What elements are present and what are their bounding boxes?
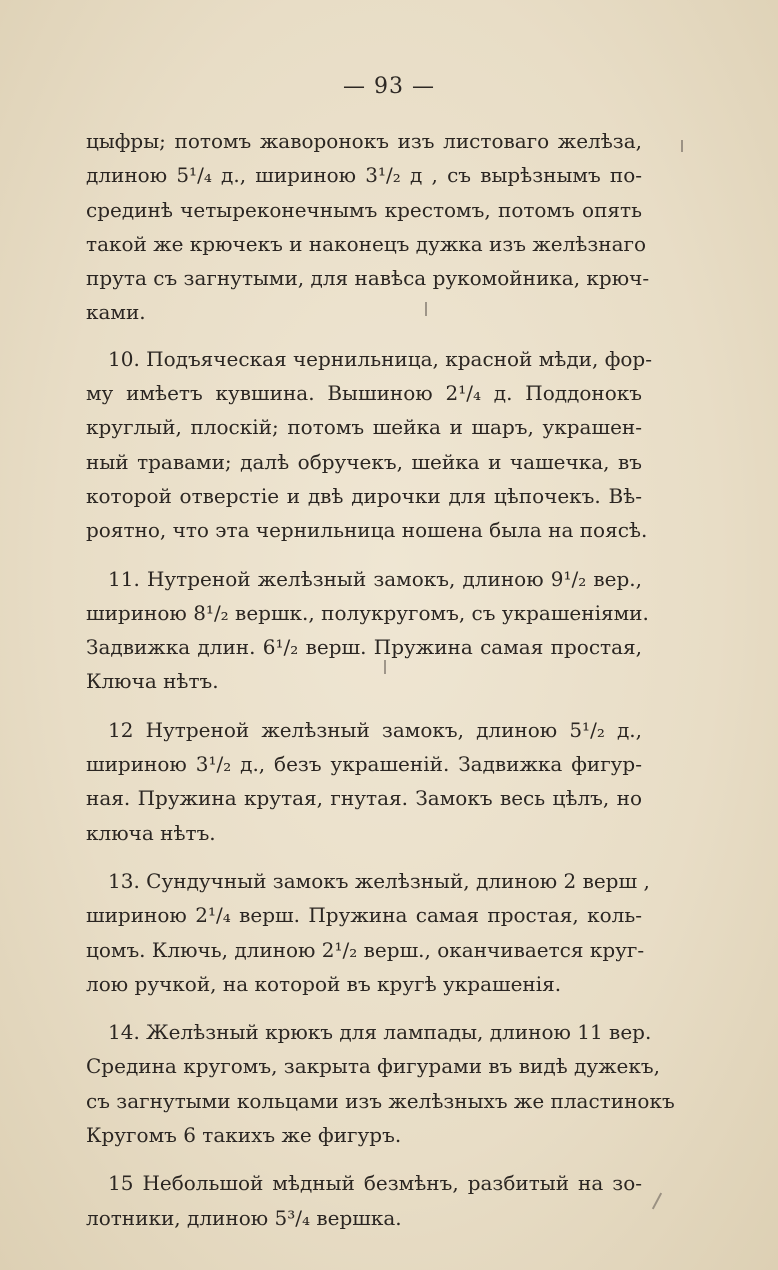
- text-line: роятно, что эта чернильница ношена была на поясѣ.: [86, 518, 648, 543]
- margin-speck: [384, 660, 386, 674]
- paragraph-item-13: [86, 864, 650, 1001]
- text-line: ками.: [86, 300, 146, 325]
- text-line: длиною 5¹/₄ д., шириною 3¹/₂ д , съ вырѣзнымъ по-: [86, 163, 642, 188]
- text-line: Задвижка длин. 6¹/₂ верш. Пружина самая простая,: [86, 635, 642, 660]
- text-line: ключа нѣтъ.: [86, 820, 216, 845]
- text-line: Ключа нѣтъ.: [86, 669, 219, 694]
- paragraph-item-15: [86, 1166, 642, 1235]
- paragraph-item-12: [86, 713, 642, 850]
- text-line: ная. Пружина крутая, гнутая. Замокъ весь цѣлъ, но: [86, 786, 642, 811]
- text-line: такой же крючекъ и наконецъ дужка изъ желѣзнаго: [86, 231, 647, 256]
- text-line: срединѣ четыреконечнымъ крестомъ, потомъ опять: [86, 197, 642, 222]
- text-line: 15 Небольшой мѣдный безмѣнъ, разбитый на зо-: [108, 1171, 642, 1196]
- text-line: 14. Желѣзный крюкъ для лампады, длиною 11 вер.: [108, 1020, 652, 1045]
- text-line: Кругомъ 6 такихъ же фигуръ.: [86, 1123, 402, 1148]
- page-body: [86, 124, 675, 1249]
- page-number: — 93 —: [343, 74, 435, 99]
- text-line: которой отверстіе и двѣ дирочки для цѣпочекъ. Вѣ-: [86, 483, 642, 508]
- text-line: прута съ загнутыми, для навѣса рукомойника, крюч-: [86, 266, 650, 291]
- text-line: лою ручкой, на которой въ кругѣ украшенія.: [86, 971, 562, 996]
- text-line: му имѣетъ кувшина. Вышиною 2¹/₄ д. Поддонокъ: [86, 381, 642, 406]
- text-line: цыфры; потомъ жаворонокъ изъ листоваго желѣза,: [86, 129, 642, 153]
- paragraph-item-14: [86, 1015, 675, 1152]
- text-line: шириною 3¹/₂ д., безъ украшеній. Задвижка фигур-: [86, 752, 642, 777]
- margin-speck: [425, 302, 427, 316]
- text-line: 12 Нутреной желѣзный замокъ, длиною 5¹/₂ д.,: [108, 717, 642, 742]
- text-line: съ загнутыми кольцами изъ желѣзныхъ же пластинокъ: [86, 1088, 675, 1113]
- paragraph-item-10: [86, 342, 652, 548]
- paragraph-continuation: [86, 124, 650, 330]
- text-line: круглый, плоскій; потомъ шейка и шаръ, украшен-: [86, 415, 642, 440]
- paragraph-item-11: [86, 562, 649, 699]
- margin-speck: [681, 140, 683, 152]
- text-line: ный травами; далѣ обручекъ, шейка и чашечка, въ: [86, 449, 642, 474]
- text-line: 10. Подъяческая чернильница, красной мѣди, фор-: [108, 346, 652, 371]
- text-line: шириною 2¹/₄ верш. Пружина самая простая, коль-: [86, 903, 642, 928]
- margin-speck: [652, 1193, 662, 1210]
- text-line: лотники, длиною 5³/₄ вершка.: [86, 1205, 402, 1230]
- text-line: Средина кругомъ, закрыта фигурами въ видѣ дужекъ,: [86, 1054, 660, 1079]
- text-line: шириною 8¹/₂ вершк., полукругомъ, съ украшеніями.: [86, 600, 649, 625]
- text-line: 11. Нутреной желѣзный замокъ, длиною 9¹/₂ вер.,: [108, 566, 642, 591]
- text-line: цомъ. Ключь, длиною 2¹/₂ верш., оканчивается круг-: [86, 937, 645, 962]
- text-line: 13. Сундучный замокъ желѣзный, длиною 2 верш ,: [108, 868, 650, 893]
